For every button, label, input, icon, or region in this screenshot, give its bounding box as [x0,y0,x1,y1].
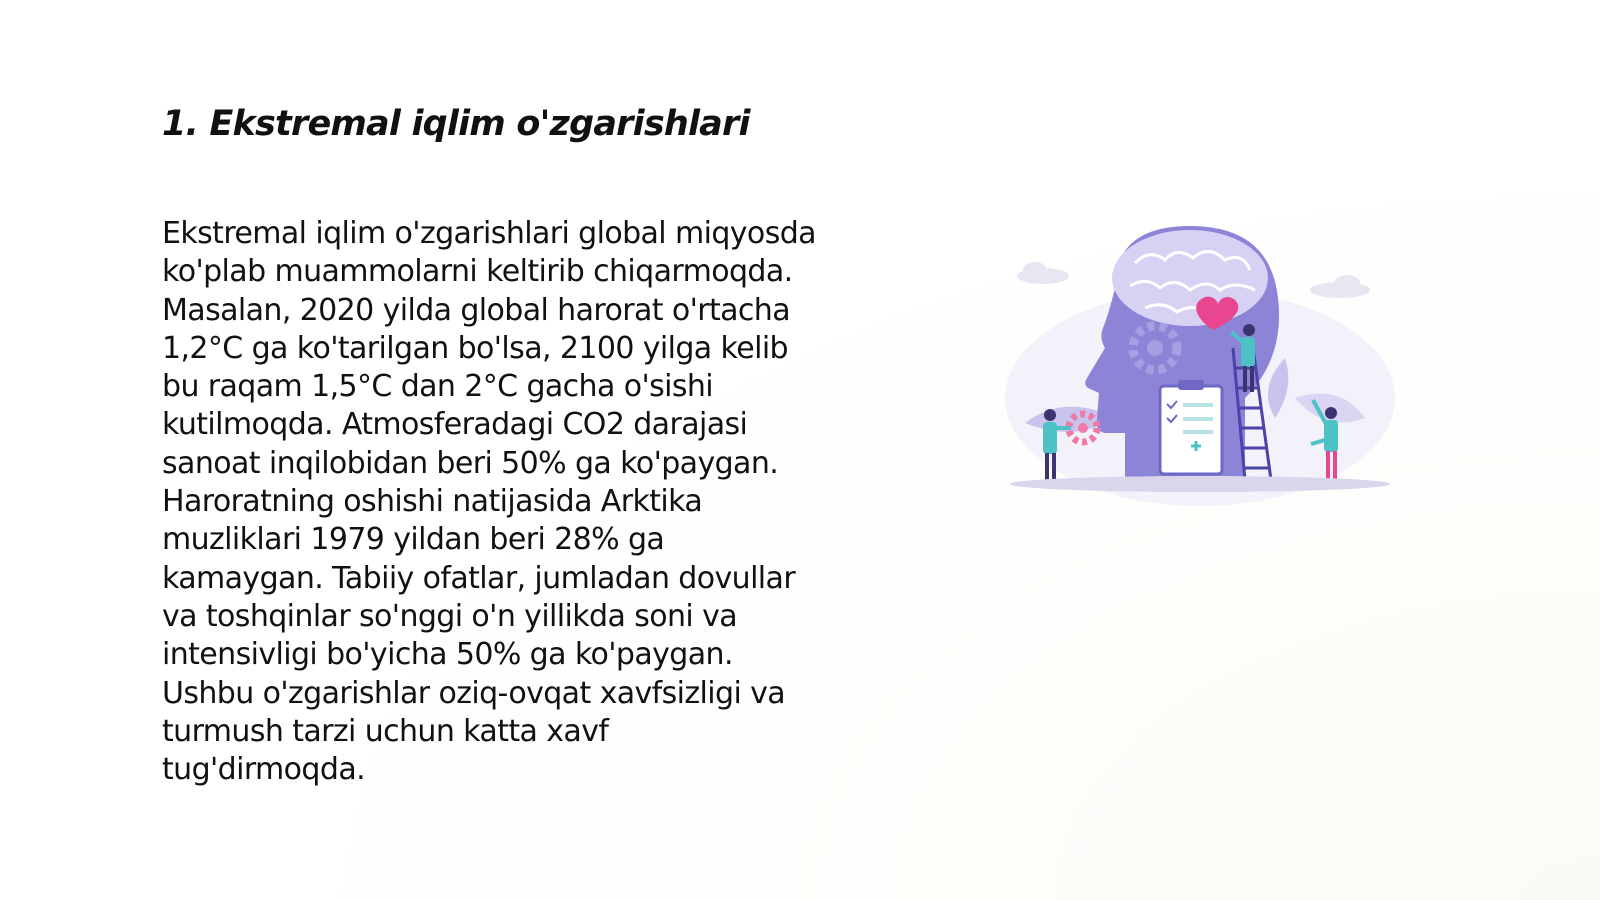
body-line: turmush tarzi uchun katta xavf [162,713,609,749]
body-line: 1,2°C ga ko'tarilgan bo'lsa, 2100 yilga kelib [162,330,788,366]
brain-head-illustration [995,218,1415,518]
body-line: va toshqinlar so'nggi o'n yillikda soni va [162,598,738,634]
body-line: Haroratning oshishi natijasida Arktika [162,484,703,520]
body-line: kutilmoqda. Atmosferadagi CO2 darajasi [162,407,748,443]
body-line: kamaygan. Tabiiy ofatlar, jumladan dovullar [162,560,796,596]
body-line: sanoat inqilobidan beri 50% ga ko'paygan. [162,445,779,481]
cloud-icon [1017,262,1069,284]
slide-title: 1. Ekstremal iqlim o'zgarishlari [162,104,750,144]
brain-icon [1112,230,1268,326]
body-line: intensivligi bo'yicha 50% ga ko'paygan. [162,637,733,673]
clipboard-icon [1160,380,1222,474]
body-line: tug'dirmoqda. [162,752,366,788]
body-line: bu raqam 1,5°C dan 2°C gacha o'sishi [162,369,714,405]
body-line: ko'plab muammolarni keltirib chiqarmoqda. [162,254,793,290]
cloud-icon [1310,275,1370,298]
slide-body [162,215,852,789]
body-line: Ushbu o'zgarishlar oziq-ovqat xavfsizligi va [162,675,786,711]
ground-shadow [1010,476,1390,492]
body-line: Ekstremal iqlim o'zgarishlari global miqyosda [162,216,816,251]
body-line: muzliklari 1979 yildan beri 28% ga [162,522,665,558]
body-line: Masalan, 2020 yilda global harorat o'rtacha [162,292,791,328]
